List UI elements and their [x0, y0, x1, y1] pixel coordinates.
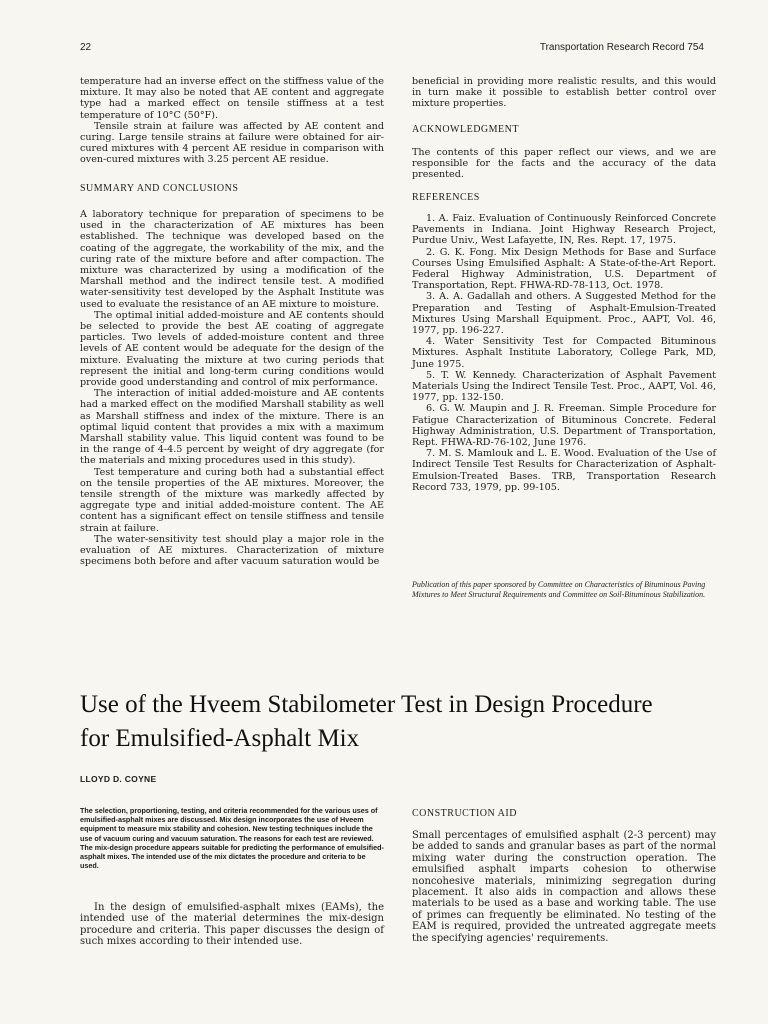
article-title-line-1: Use of the Hveem Stabilometer Test in Design Procedure [80, 691, 653, 718]
reference-item: 1. A. Faiz. Evaluation of Continuously Reinforced Concrete Pavements in Indiana. Joint Highway Research Project, Purdue Univ., West Lafayette, IN, Res. Rept. 17, 1975. [412, 213, 716, 247]
abstract: The selection, proportioning, testing, and criteria recommended for the various uses of emulsified-asphalt mixes are discussed. Mix design incorporates the use of Hveem equipment to measure mix stability and cohesion. New testing techniques include the use of vacuum curing and vacuum saturation. The reasons for each test are reviewed. The mix-design procedure appears suitable for predicting the performance of emulsified-asphalt mixes. The intended use of the mix dictates the procedure and criteria to be used. [80, 806, 384, 871]
reference-item: 5. T. W. Kennedy. Characterization of Asphalt Pavement Materials Using the Indirect Tensile Test. Proc., AAPT, Vol. 46, 1977, pp. 132-150. [412, 369, 716, 404]
reference-item: 2. G. K. Fong. Mix Design Methods for Base and Surface Courses Using Emulsified Asphalt: A State-of-the-Art Report. Federal Highway Administration, U.S. Department of Transportation, Rept. FHWA-RD-78-113, Oct. 1978. [412, 246, 716, 292]
reference-item: 6. G. W. Maupin and J. R. Freeman. Simple Procedure for Fatigue Characterization of Bituminous Concrete. Federal Highway Administration, U.S. Department of Transportation, Rept. FHWA-RD-76-102, June 1976. [412, 403, 716, 449]
body-paragraph: A laboratory technique for preparation of specimens to be used in the characterization of AE mixtures has been established. The technique was developed based on the coating of the aggregate, the workability of the mix, and the curing rate of the mixture before and after compaction. The mixture was characterized by using a modification of the Marshall method and the indirect tensile test. A modified water-sensitivity test developed by the Asphalt Institute was used to evaluate the resistance of an AE mixture to moisture. [80, 209, 384, 310]
reference-item: 7. M. S. Mamlouk and L. E. Wood. Evaluation of the Use of Indirect Tensile Test Results for Characterization of Asphalt-Emulsion-Treated Bases. TRB, Transportation Research Record 733, 1979, pp. 99-105. [412, 448, 716, 493]
page-number: 22 [80, 42, 92, 53]
section-heading-references: REFERENCES [412, 192, 480, 203]
article-title-line-2: for Emulsified-Asphalt Mix [80, 725, 360, 752]
publication-note: Publication of this paper sponsored by Committee on Characteristics of Bituminous Paving Mixtures to Meet Structural Requirements and Committee on Soil-Bituminous Stabilization. [412, 580, 706, 599]
body-paragraph: The interaction of initial added-moisture and AE contents had a marked effect on the modified Marshall stability as well as Marshall stiffness and index of the mixture. There is an optimal liquid content that provides a mix with a maximum Marshall stability value. This liquid content was found to be in the range of 4-4.5 percent by weight of dry aggregate (for the materials and mixing procedures used in this study). [80, 388, 384, 467]
body-paragraph: The optimal initial added-moisture and AE contents should be selected to provide the best AE coating of aggregate particles. Two levels of added-moisture content and three levels of AE content would be adequate for the design of the mixture. Evaluating the mixture at two curing periods that represent the initial and long-term curing conditions would provide good understanding and control of mix performance. [80, 309, 384, 389]
section-heading-summary: SUMMARY AND CONCLUSIONS [80, 183, 239, 194]
body-paragraph: Test temperature and curing both had a substantial effect on the tensile properties of the AE mixtures. Moreover, the tensile strength of the mixture was markedly affected by aggregate type and initial added-moisture content. The AE content has a significant effect on tensile stiffness and tensile strain at failure. [80, 466, 384, 534]
body-paragraph: The water-sensitivity test should play a major role in the evaluation of AE mixtures. Characterization of mixture specimens both before and after vacuum saturation would be [80, 533, 384, 568]
section-heading-acknowledgment: ACKNOWLEDGMENT [412, 124, 519, 135]
reference-item: 4. Water Sensitivity Test for Compacted Bituminous Mixtures. Asphalt Institute Laboratory, College Park, MD, June 1975. [412, 336, 716, 370]
construction-aid-text [412, 830, 716, 944]
body-paragraph: temperature had an inverse effect on the stiffness value of the mixture. It may also be noted that AE content and aggregate type had a marked effect on tensile stiffness at a test temperature of 10°C (50°F). [80, 76, 384, 121]
body-paragraph: In the design of emulsified-asphalt mixes (EAMs), the intended use of the material determines the mix-design procedure and criteria. This paper discusses the design of such mixes according to their intended use. [80, 902, 384, 948]
reference-item: 3. A. A. Gadallah and others. A Suggested Method for the Preparation and Testing of Asphalt-Emulsion-Treated Mixtures Using Marshall Equipment. Proc., AAPT, Vol. 46, 1977, pp. 196-227. [412, 291, 716, 337]
intro-column [80, 902, 384, 948]
body-paragraph: The contents of this paper reflect our views, and we are responsible for the facts and the accuracy of the data presented. [412, 147, 716, 181]
upper-left-column [80, 76, 384, 166]
body-paragraph: beneficial in providing more realistic results, and this would in turn make it possible to establish better control over mixture properties. [412, 76, 716, 110]
journal-header: Transportation Research Record 754 [539, 42, 704, 53]
body-paragraph: Tensile strain at failure was affected by AE content and curing. Large tensile strains at failure were obtained for air-cured mixtures with 4 percent AE residue in comparison with oven-cured mixtures with 3.25 percent AE residue. [80, 120, 384, 166]
acknowledgment-text [412, 147, 716, 181]
body-paragraph: Small percentages of emulsified asphalt (2-3 percent) may be added to sands and granular bases as part of the normal mixing water during the construction operation. The emulsified asphalt imparts cohesion to otherwise noncohesive materials, minimizing segregation during placement. It also aids in compaction and allows these materials to be used as a base and working table. The use of primes can frequently be eliminated. No testing of the EAM is required, provided the untreated aggregate meets the specifying agencies' requirements. [412, 830, 716, 944]
author-name: LLOYD D. COYNE [80, 774, 157, 784]
section-heading-construction-aid: CONSTRUCTION AID [412, 808, 517, 819]
upper-right-column [412, 76, 716, 110]
references-list [412, 213, 716, 493]
summary-column [80, 209, 384, 568]
article-title [80, 688, 720, 756]
